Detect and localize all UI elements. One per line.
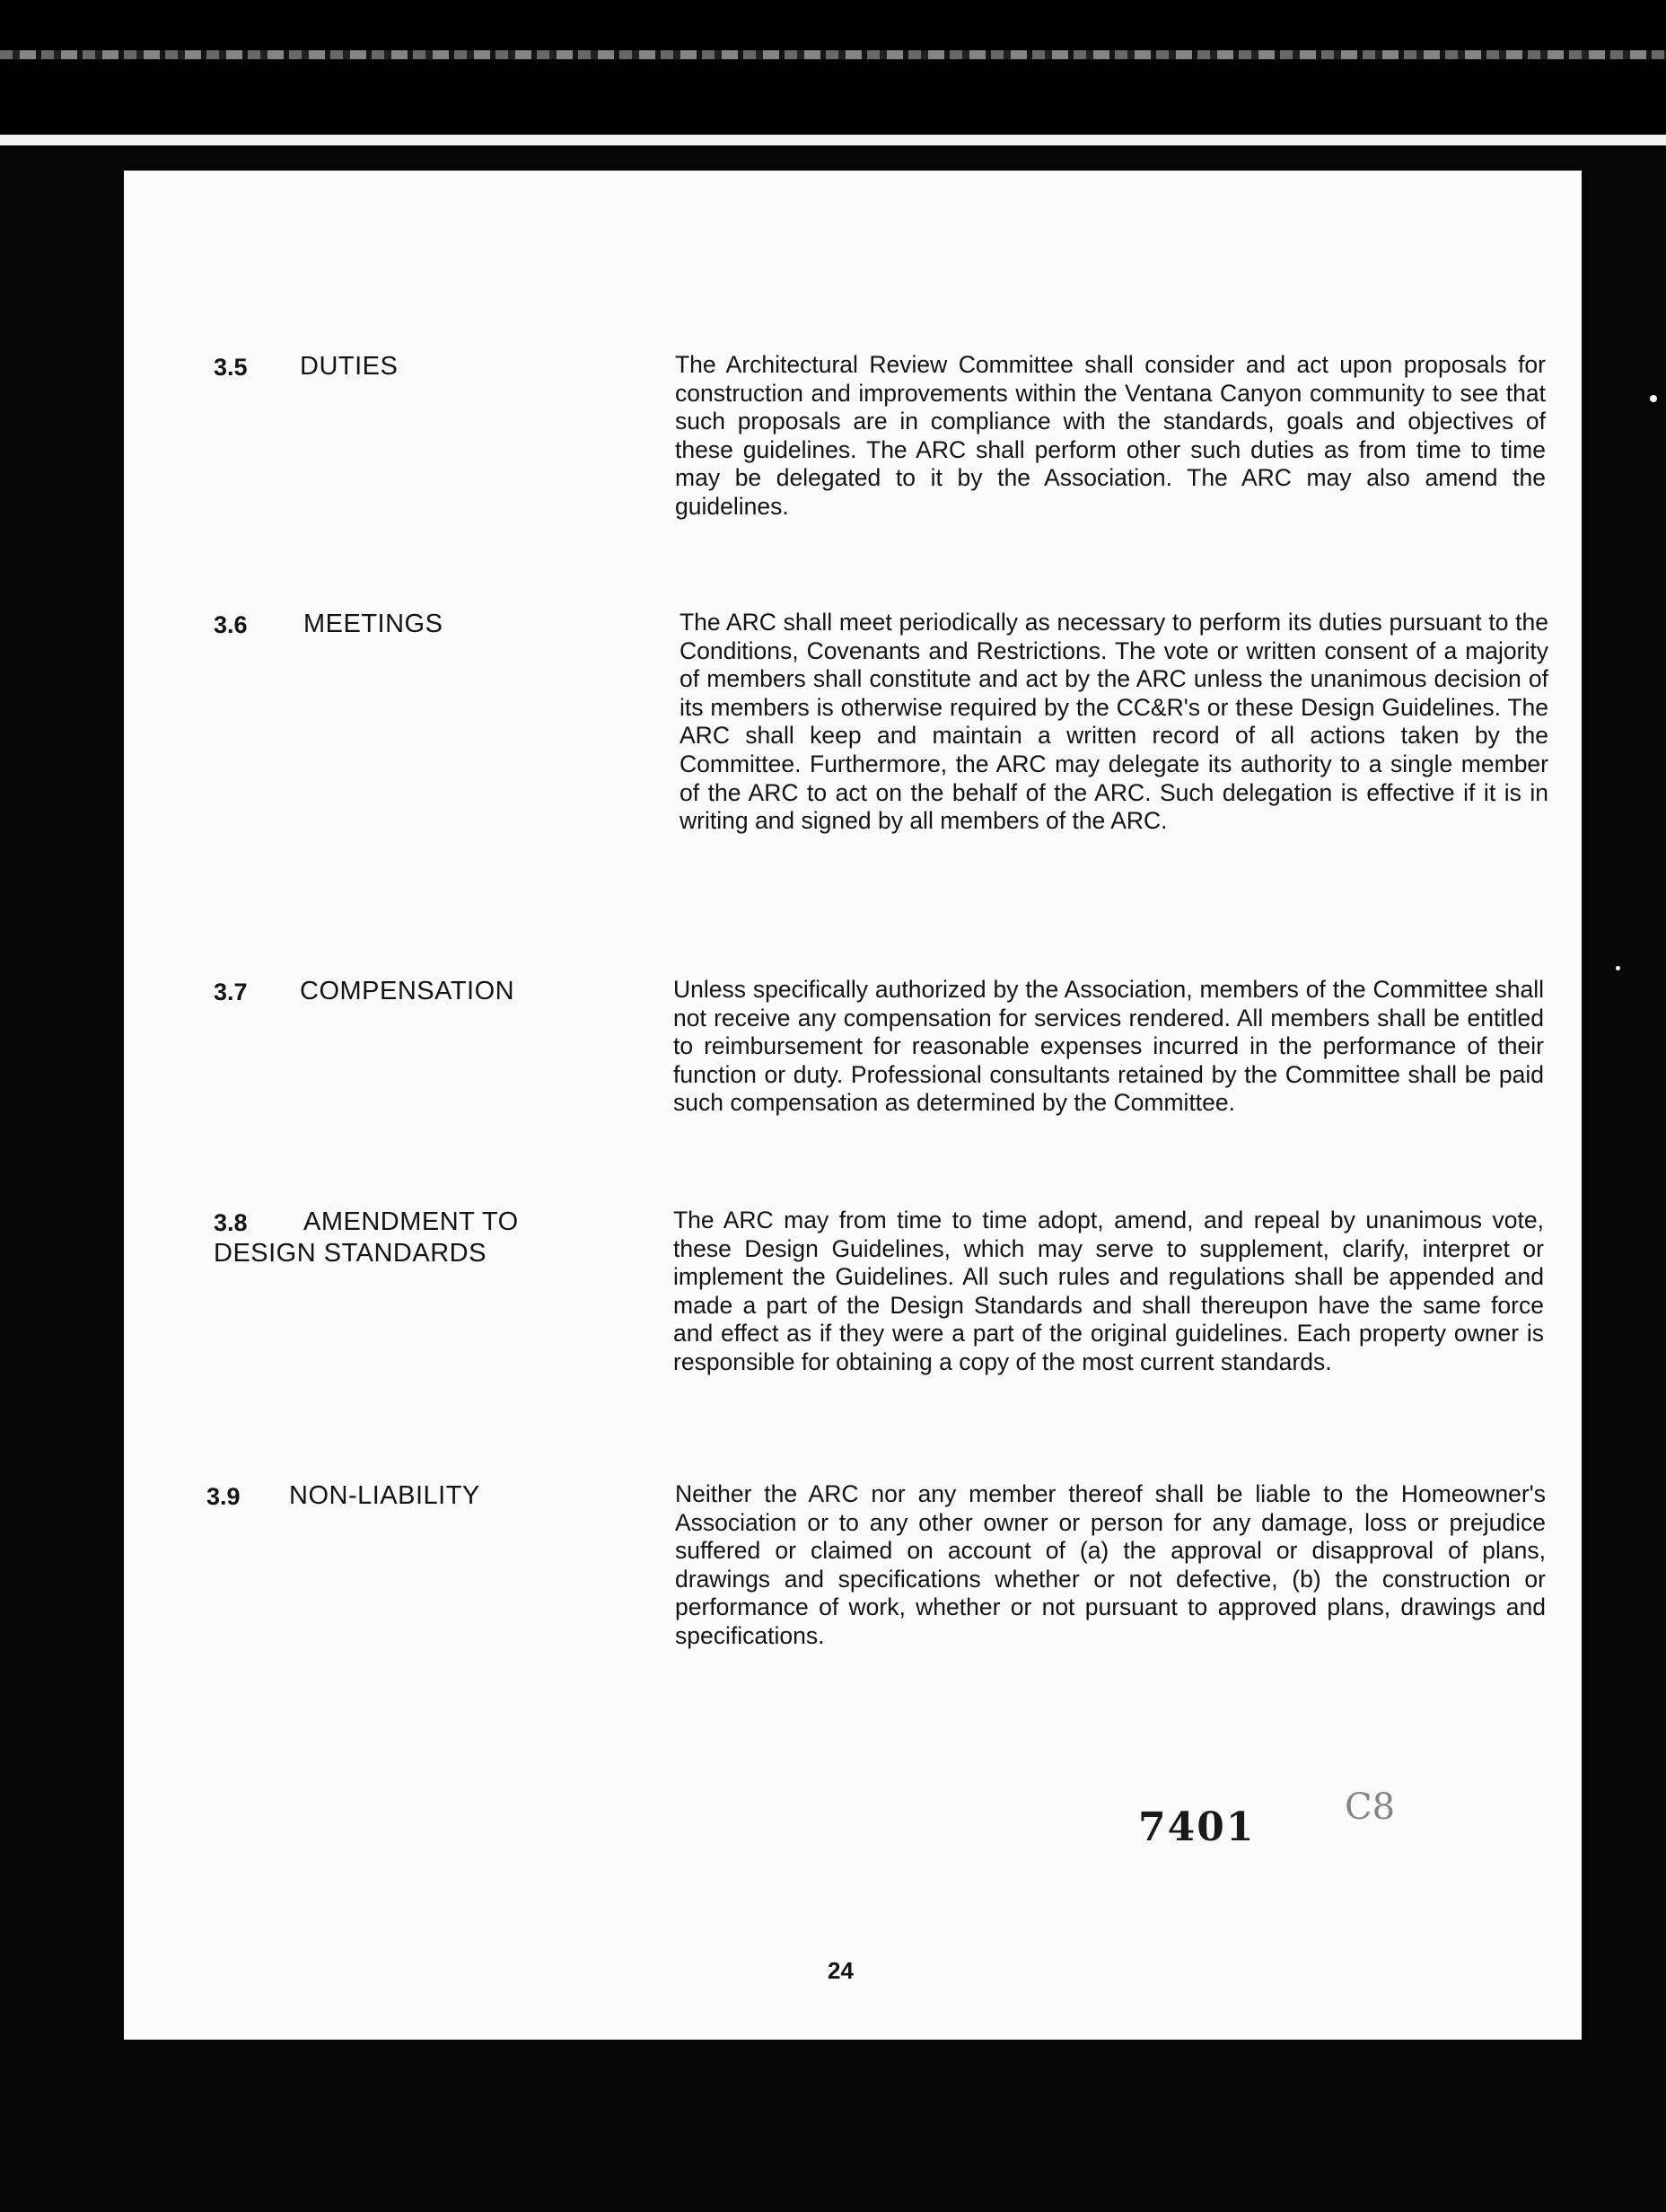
section-body: The Architectural Review Committee shall consider and act upon proposals for construction and improvements within the Ventana Canyon community to see that such proposals are in compliance with the standards, goals and objectives of these guidelines. The ARC shall perform other such duties as from time to time may be delegated to it by the Association. The ARC may also amend the guidelines. [675, 351, 1546, 520]
scan-top-rule [0, 135, 1666, 145]
section-title-continued: DESIGN STANDARDS [214, 1239, 487, 1268]
section-body: The ARC may from time to time adopt, amend, and repeal by unanimous vote, these Design Guidelines, which may serve to supplement, clarify, interpret or implement the Guidelines. All such rules and regulations shall be appended and made a part of the Design Standards and shall thereupon have the same force and effect as if they were a part of the original guidelines. Each property owner is responsible for obtaining a copy of the most current standards. [673, 1207, 1544, 1375]
section-title: DUTIES [300, 352, 399, 381]
scan-speck [1650, 395, 1657, 402]
scan-top-edge-noise [0, 50, 1666, 59]
section-number: 3.9 [206, 1483, 241, 1510]
section-number: 3.8 [214, 1209, 248, 1236]
section-title: COMPENSATION [300, 977, 515, 1005]
section-title: AMENDMENT TO [303, 1207, 519, 1236]
section-body: The ARC shall meet periodically as necessary to perform its duties pursuant to the Conditions, Covenants and Restrictions. The vote or written consent of a majority of members shall constitute and act by the ARC unless the unanimous decision of its members is otherwise required by the CC&R's or these Design Guidelines. The ARC shall keep and maintain a written record of all actions taken by the Committee. Furthermore, the ARC may delegate its authority to a single member of the ARC to act on the behalf of the ARC. Such delegation is effective if it is in writing and signed by all members of the ARC. [680, 609, 1548, 835]
section-title: MEETINGS [303, 610, 443, 638]
scan-top-border [0, 0, 1666, 135]
section-number: 3.7 [214, 979, 248, 1005]
page-number: 24 [828, 1957, 854, 1984]
stamp-number: 7401 [1138, 1804, 1256, 1850]
section-body: Unless specifically authorized by the Association, members of the Committee shall not receive any compensation for services rendered. All members shall be entitled to reimbursement for reasonable expenses incurred in the performance of their function or duty. Professional consultants retained by the Committee shall be paid such compensation as determined by the Committee. [673, 976, 1544, 1117]
scan-speck [1616, 966, 1620, 970]
section-body: Neither the ARC nor any member thereof shall be liable to the Homeowner's Association or to any other owner or person for any damage, loss or prejudice suffered or claimed on account of (a) the approval or disapproval of plans, drawings and specifications whether or not defective, (b) the construction or performance of work, whether or not pursuant to approved plans, drawings and specifications. [675, 1480, 1546, 1649]
section-number: 3.5 [214, 354, 248, 381]
faint-mark: C8 [1345, 1786, 1396, 1828]
section-number: 3.6 [214, 611, 248, 638]
section-title: NON-LIABILITY [289, 1481, 480, 1510]
document-page [124, 171, 1582, 2040]
